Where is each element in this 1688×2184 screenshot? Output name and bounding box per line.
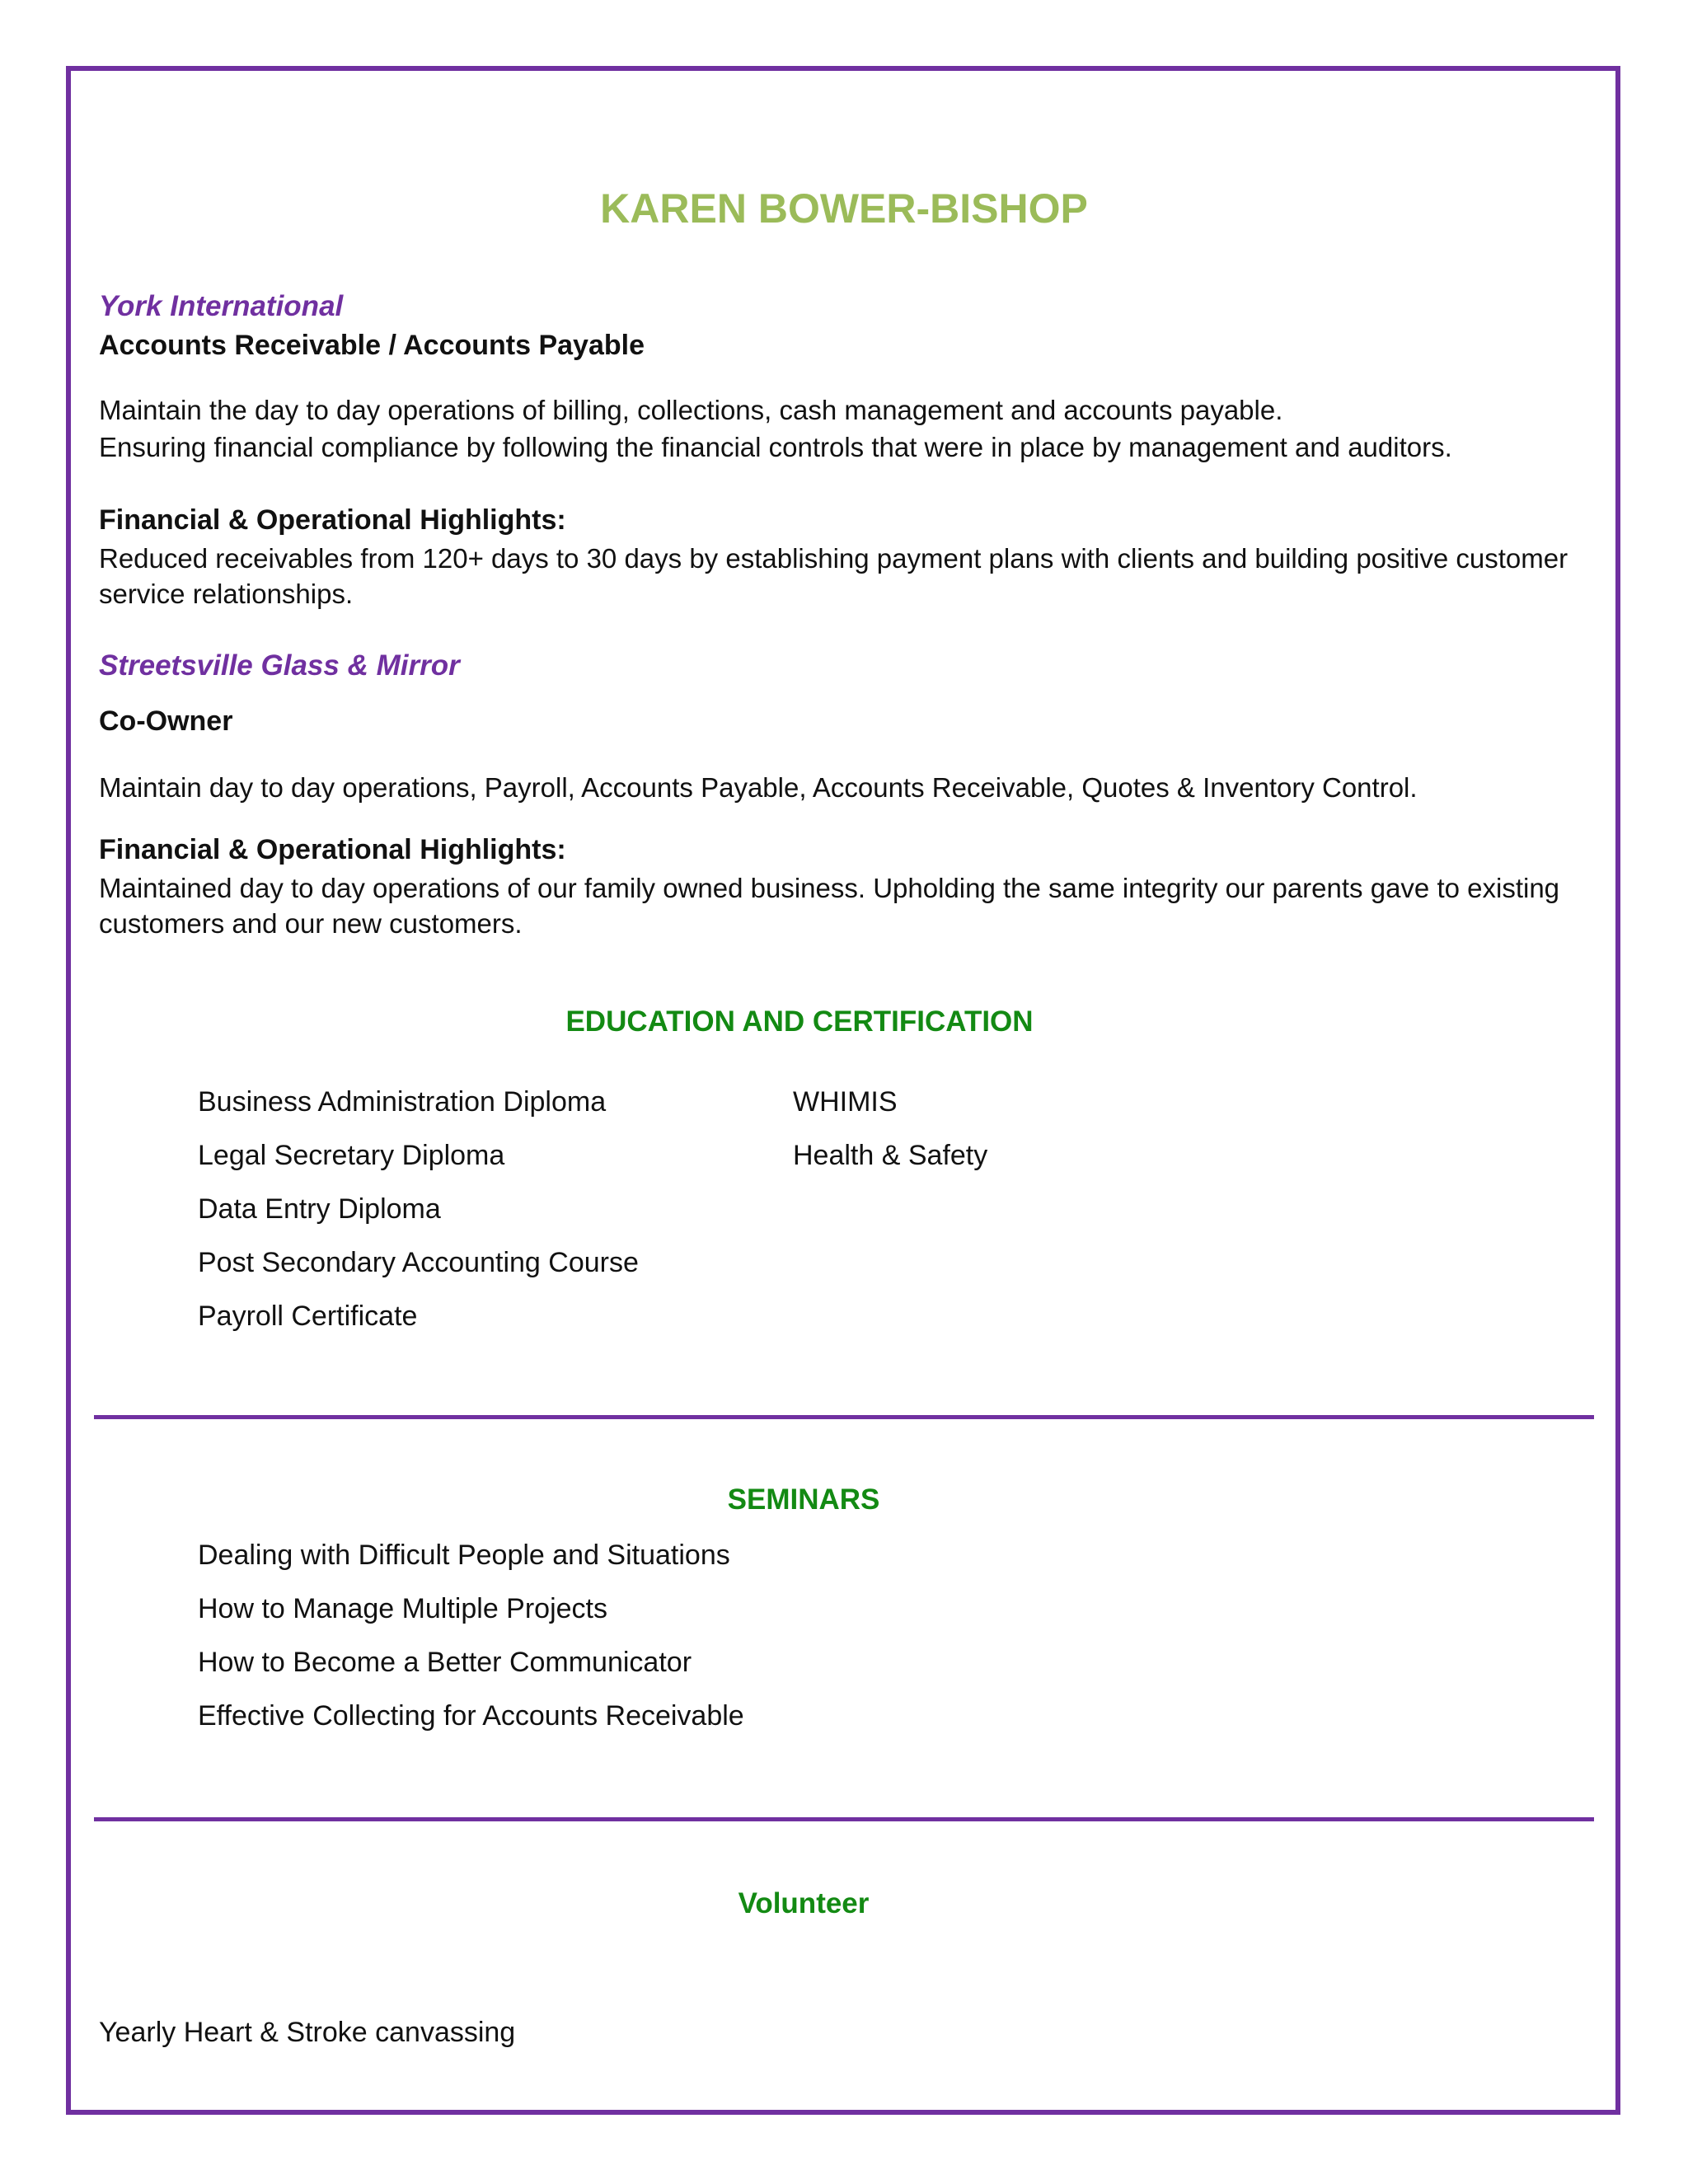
- seminar-item: How to Become a Better Communicator: [198, 1647, 692, 1678]
- seminar-item: Dealing with Difficult People and Situations: [198, 1540, 730, 1571]
- education-title: EDUCATION AND CERTIFICATION: [565, 1005, 1034, 1038]
- certification-item: Health & Safety: [793, 1140, 988, 1171]
- education-item: Legal Secretary Diploma: [198, 1140, 505, 1171]
- job-description-line: Maintain the day to day operations of billing, collections, cash management and accounts payable.: [99, 395, 1283, 425]
- resume-name: KAREN BOWER-BISHOP: [600, 185, 1088, 232]
- certification-item: WHIMIS: [793, 1086, 898, 1118]
- job-description-line: Maintain day to day operations, Payroll, Accounts Payable, Accounts Receivable, Quotes & Inventory Control.: [99, 772, 1418, 803]
- highlights-text: Maintained day to day operations of our family owned business. Upholding the same integrity our parents gave to existing customers and our new customers.: [99, 873, 1560, 939]
- seminars-title: SEMINARS: [727, 1483, 880, 1516]
- section-divider: [94, 1415, 1594, 1419]
- education-item: Data Entry Diploma: [198, 1193, 441, 1225]
- highlights-label: Financial & Operational Highlights:: [99, 504, 566, 536]
- job-company: York International: [99, 290, 344, 322]
- volunteer-title: Volunteer: [738, 1887, 870, 1919]
- highlights-text: Reduced receivables from 120+ days to 30 days by establishing payment plans with clients and building positive customer service relationships.: [99, 543, 1568, 609]
- education-item: Post Secondary Accounting Course: [198, 1247, 639, 1278]
- job-description-line: Ensuring financial compliance by following the financial controls that were in place by management and auditors.: [99, 432, 1452, 462]
- section-divider: [94, 1817, 1594, 1821]
- education-item: Payroll Certificate: [198, 1301, 418, 1332]
- job-company: Streetsville Glass & Mirror: [99, 649, 460, 682]
- job-title: Co-Owner: [99, 705, 233, 737]
- job-title: Accounts Receivable / Accounts Payable: [99, 330, 645, 361]
- seminar-item: How to Manage Multiple Projects: [198, 1593, 608, 1624]
- seminar-item: Effective Collecting for Accounts Receivable: [198, 1700, 744, 1732]
- highlights-label: Financial & Operational Highlights:: [99, 834, 566, 865]
- education-item: Business Administration Diploma: [198, 1086, 607, 1118]
- volunteer-item: Yearly Heart & Stroke canvassing: [99, 2017, 516, 2048]
